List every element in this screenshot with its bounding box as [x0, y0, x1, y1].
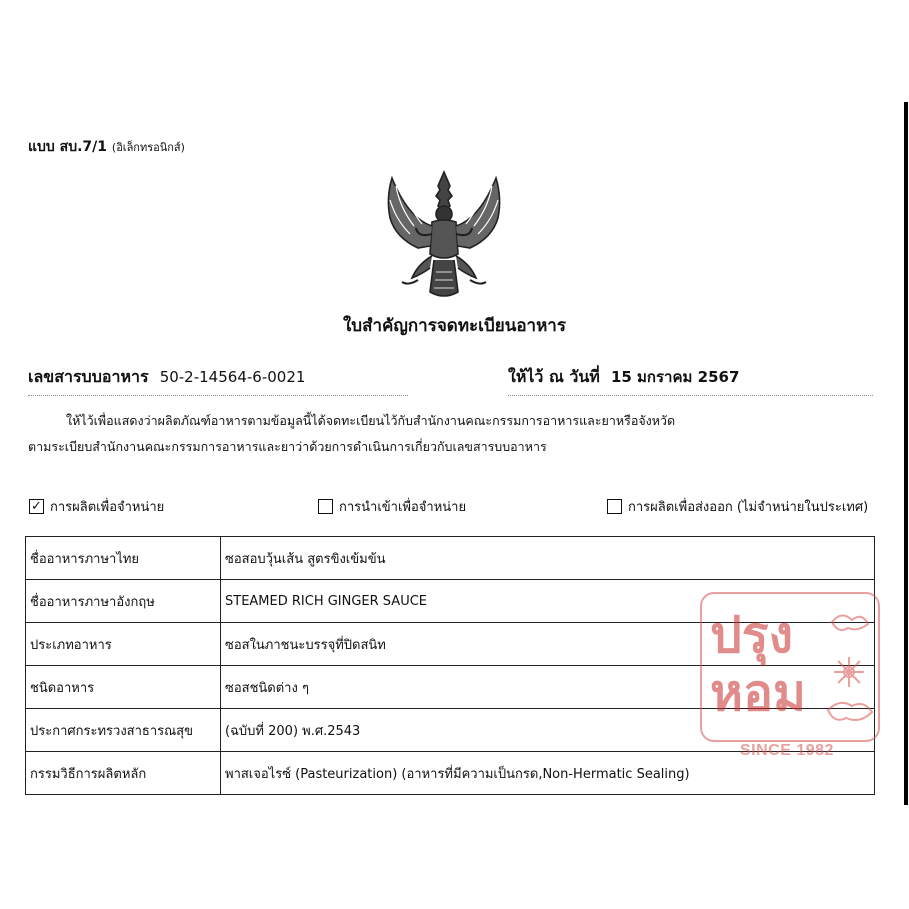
garuda-emblem-icon [378, 168, 510, 304]
statement-paragraph [28, 408, 878, 460]
checkbox-empty-icon[interactable] [607, 499, 622, 514]
row-value: STEAMED RICH GINGER SAUCE [221, 580, 875, 623]
statement-line-2: ตามระเบียบสำนักงานคณะกรรมการอาหารและยาว่าด้วยการดำเนินการเกี่ยวกับเลขสารบบอาหาร [28, 439, 547, 454]
form-code-main: แบบ สบ.7/1 [28, 139, 108, 155]
row-label: ชื่ออาหารภาษาอังกฤษ [26, 580, 221, 623]
table-row [26, 666, 875, 709]
row-value: ซอสอบวุ้นเส้น สูตรขิงเข้มข้น [221, 537, 875, 580]
form-code [28, 136, 185, 158]
row-label: ประกาศกระทรวงสาธารณสุข [26, 709, 221, 752]
issue-date-field [508, 365, 873, 396]
registration-number-value: 50-2-14564-6-0021 [159, 368, 306, 386]
registration-number-label: เลขสารบบอาหาร [28, 367, 149, 386]
purpose-manufacture-for-export[interactable] [607, 496, 868, 517]
row-value: ซอสชนิดต่าง ๆ [221, 666, 875, 709]
purpose-label: การผลิตเพื่อส่งออก (ไม่จำหน่ายในประเทศ) [628, 500, 869, 515]
watermark-line-1: ปรุง [710, 606, 794, 664]
row-value: พาสเจอไรซ์ (Pasteurization) (อาหารที่มีความเป็นกรด,Non-Hermatic Sealing) [221, 752, 875, 795]
document-title: ใบสำคัญการจดทะเบียนอาหาร [342, 316, 566, 336]
food-details-table [25, 536, 875, 795]
watermark-line-2: หอม [710, 664, 806, 722]
purpose-import-for-sale[interactable] [318, 496, 466, 517]
form-code-sub: (อิเล็กทรอนิกส์) [111, 141, 185, 154]
purpose-checkboxes [0, 496, 909, 516]
table-row [26, 752, 875, 795]
table-row [26, 709, 875, 752]
row-value: (ฉบับที่ 200) พ.ศ.2543 [221, 709, 875, 752]
row-label: ชนิดอาหาร [26, 666, 221, 709]
row-value: ซอสในภาชนะบรรจุที่ปิดสนิท [221, 623, 875, 666]
purpose-label: การนำเข้าเพื่อจำหน่าย [339, 500, 467, 515]
table-row [26, 537, 875, 580]
page-right-border [904, 102, 908, 805]
statement-line-1: ให้ไว้เพื่อแสดงว่าผลิตภัณฑ์อาหารตามข้อมูลนี้ได้จดทะเบียนไว้กับสำนักงานคณะกรรมการอาหารและยาหรือจังหวัด [66, 413, 676, 428]
row-label: กรรมวิธีการผลิตหลัก [26, 752, 221, 795]
issue-date-label: ให้ไว้ ณ วันที่ [508, 367, 600, 386]
watermark-since: SINCE 1982 [740, 742, 834, 759]
row-label: ประเภทอาหาร [26, 623, 221, 666]
purpose-manufacture-for-sale[interactable] [29, 496, 164, 517]
checkbox-checked-icon[interactable]: ✓ [29, 499, 44, 514]
table-row [26, 580, 875, 623]
table-row [26, 623, 875, 666]
registration-number-field [28, 365, 408, 396]
row-label: ชื่ออาหารภาษาไทย [26, 537, 221, 580]
issue-date-value: 15 มกราคม 2567 [610, 368, 740, 386]
purpose-label: การผลิตเพื่อจำหน่าย [50, 500, 165, 515]
checkbox-empty-icon[interactable] [318, 499, 333, 514]
